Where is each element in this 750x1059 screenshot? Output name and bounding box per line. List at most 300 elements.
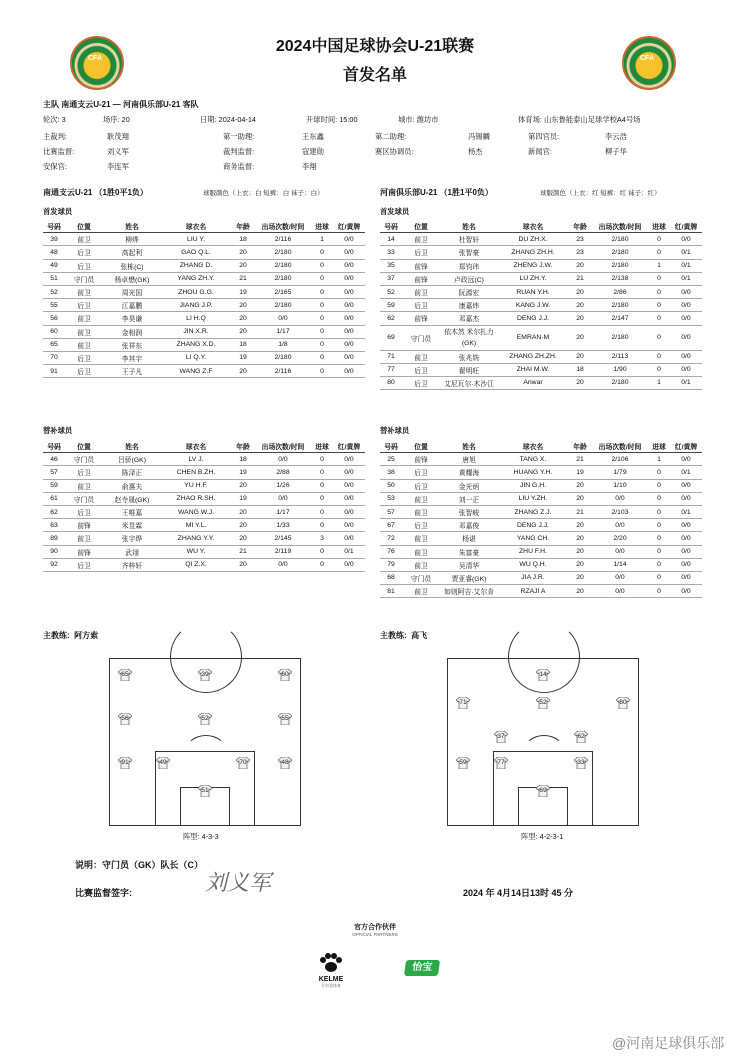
table-cell: 守门员 xyxy=(65,492,103,505)
table-cell: 0 xyxy=(311,545,333,558)
table-cell: MI Y.L. xyxy=(161,519,231,532)
table-cell: 0/0 xyxy=(333,299,365,312)
table-cell: 0/0 xyxy=(670,363,702,376)
table-header-row xyxy=(380,440,702,453)
table-cell: 49 xyxy=(43,259,65,272)
table-cell: 后卫 xyxy=(65,351,103,364)
table-cell: 前卫 xyxy=(402,545,440,558)
table-cell: 前卫 xyxy=(402,285,440,298)
table-cell: 20 xyxy=(231,312,255,325)
table-row xyxy=(43,519,365,532)
table-cell: 2/180 xyxy=(592,259,648,272)
table-cell: 俞惠夫 xyxy=(103,479,161,492)
table-cell: JIA J.R. xyxy=(498,571,568,584)
page-subtitle: 首发名单 xyxy=(342,67,407,84)
table-cell: 0/0 xyxy=(333,233,365,246)
table-cell: 18 xyxy=(568,363,592,376)
table-cell: LIU Y. xyxy=(161,233,231,246)
official-label: 赛区协调员: xyxy=(375,147,414,156)
table-row xyxy=(43,365,365,378)
official-label: 裁判监督: xyxy=(223,147,255,156)
table-cell: 0/0 xyxy=(333,505,365,518)
partner-title: 官方合作伙伴 xyxy=(354,924,396,931)
center-circle xyxy=(170,621,242,693)
column-header: 号码 xyxy=(380,440,402,453)
column-header: 姓名 xyxy=(440,440,498,453)
table-cell: 25 xyxy=(380,453,402,466)
official-value: 李连军 xyxy=(107,162,129,171)
table-cell: 39 xyxy=(43,233,65,246)
table-cell: 前卫 xyxy=(402,558,440,571)
table-cell: 1/26 xyxy=(255,479,311,492)
table-cell: 52 xyxy=(380,285,402,298)
table-cell: 20 xyxy=(568,519,592,532)
player-jersey xyxy=(574,731,588,743)
table-cell: 吴清华 xyxy=(440,558,498,571)
round-label: 轮次: xyxy=(43,115,60,124)
table-cell: 55 xyxy=(43,299,65,312)
away-formation-label: 阵型: xyxy=(521,832,538,841)
table-cell: 后卫 xyxy=(402,466,440,479)
kickoff-label: 开球时间: xyxy=(306,115,338,124)
column-header: 球衣名 xyxy=(498,440,568,453)
player-jersey xyxy=(536,697,550,709)
table-cell: 周光国 xyxy=(103,285,161,298)
player-jersey xyxy=(494,757,508,769)
table-cell: 72 xyxy=(380,532,402,545)
table-cell: 20 xyxy=(568,479,592,492)
table-row xyxy=(43,479,365,492)
table-cell: 2/180 xyxy=(255,259,311,272)
table-cell: ZHANG ZH.H. xyxy=(498,246,568,259)
table-cell: 20 xyxy=(568,299,592,312)
table-row xyxy=(380,492,702,505)
table-cell: 0 xyxy=(648,272,670,285)
table-row xyxy=(380,325,702,350)
table-cell: 0/0 xyxy=(670,479,702,492)
table-cell: 0/0 xyxy=(333,312,365,325)
table-cell: 0/0 xyxy=(333,246,365,259)
table-cell: 20 xyxy=(568,325,592,350)
table-row xyxy=(43,299,365,312)
player-jersey xyxy=(278,757,292,769)
table-cell: 0/0 xyxy=(592,585,648,598)
match-no-info xyxy=(103,115,130,125)
table-cell: 2/180 xyxy=(255,246,311,259)
player-jersey xyxy=(616,697,630,709)
table-cell: 65 xyxy=(43,338,65,351)
table-cell: 21 xyxy=(231,545,255,558)
table-cell: 21 xyxy=(231,272,255,285)
table-cell: 0/1 xyxy=(670,376,702,389)
jersey-number: 77 xyxy=(497,759,505,766)
table-cell: 前锋 xyxy=(65,519,103,532)
table-cell: 0/1 xyxy=(670,505,702,518)
jersey-number: 49 xyxy=(159,759,167,766)
table-cell: 张智豪 xyxy=(440,246,498,259)
table-row xyxy=(43,259,365,272)
table-header-row xyxy=(380,220,702,233)
date-label: 日期: xyxy=(200,115,217,124)
table-cell: 2/116 xyxy=(255,365,311,378)
table-cell: 张栋(C) xyxy=(103,259,161,272)
table-cell: JIN G.H. xyxy=(498,479,568,492)
official-value: 柳子华 xyxy=(605,147,627,156)
table-cell: 56 xyxy=(43,312,65,325)
table-row xyxy=(380,545,702,558)
table-cell: 0 xyxy=(311,272,333,285)
table-cell: 2/180 xyxy=(592,325,648,350)
table-cell: 守门员 xyxy=(402,571,440,584)
table-row xyxy=(43,312,365,325)
table-row xyxy=(380,466,702,479)
column-header: 位置 xyxy=(402,220,440,233)
table-cell: 前卫 xyxy=(65,285,103,298)
table-cell: 62 xyxy=(380,312,402,325)
home-starters-table xyxy=(43,220,365,378)
away-formation-value: 4-2-3-1 xyxy=(539,832,564,841)
page-title: 2024中国足球协会U-21联赛 xyxy=(275,38,475,55)
home-subs-label: 替补球员 xyxy=(43,426,73,435)
official-value: 王东鑫 xyxy=(302,132,324,141)
table-cell: RZAJI A xyxy=(498,585,568,598)
table-cell: 0/0 xyxy=(333,479,365,492)
table-cell: 0/0 xyxy=(592,519,648,532)
table-cell: JIN X.R. xyxy=(161,325,231,338)
table-cell: 0 xyxy=(648,363,670,376)
table-cell: 依木然 米尔扎力(GK) xyxy=(440,325,498,350)
table-cell: 前卫 xyxy=(402,350,440,363)
table-cell: 前卫 xyxy=(402,585,440,598)
table-cell: 67 xyxy=(380,519,402,532)
table-cell: 0/0 xyxy=(333,466,365,479)
table-cell: 2/20 xyxy=(592,532,648,545)
column-header: 年龄 xyxy=(231,220,255,233)
column-header: 年龄 xyxy=(568,440,592,453)
table-cell: 0/0 xyxy=(333,325,365,338)
table-cell: 20 xyxy=(231,246,255,259)
away-coach-label: 主教练: xyxy=(380,631,407,640)
table-cell: 后卫 xyxy=(402,376,440,389)
table-cell: 20 xyxy=(568,558,592,571)
table-row xyxy=(380,285,702,298)
table-cell: 19 xyxy=(568,466,592,479)
table-cell: ZHOU G.G. xyxy=(161,285,231,298)
away-starters-label: 首发球员 xyxy=(380,207,410,216)
column-header: 进球 xyxy=(648,220,670,233)
table-cell: GAO Q.L. xyxy=(161,246,231,259)
table-cell: 76 xyxy=(380,545,402,558)
column-header: 姓名 xyxy=(103,440,161,453)
table-cell: 0/0 xyxy=(670,558,702,571)
table-row xyxy=(43,233,365,246)
table-cell: 57 xyxy=(43,466,65,479)
table-cell: 1 xyxy=(648,453,670,466)
table-cell: Anwar xyxy=(498,376,568,389)
jersey-number: 62 xyxy=(577,733,585,740)
table-row xyxy=(380,259,702,272)
table-cell: 朱富豪 xyxy=(440,545,498,558)
table-cell: 92 xyxy=(43,558,65,571)
kelme-logo xyxy=(316,952,346,989)
table-cell: 0/1 xyxy=(670,246,702,259)
table-cell: 如则阿吉·艾尔肯 xyxy=(440,585,498,598)
table-cell: 0/0 xyxy=(592,545,648,558)
table-cell: 后卫 xyxy=(402,363,440,376)
table-cell: 51 xyxy=(43,272,65,285)
table-cell: 20 xyxy=(231,532,255,545)
table-cell: 江嘉鹏 xyxy=(103,299,161,312)
table-cell: 3 xyxy=(311,532,333,545)
table-cell: 前卫 xyxy=(402,233,440,246)
table-cell: 0 xyxy=(648,285,670,298)
table-cell: 张宇烨 xyxy=(103,532,161,545)
table-cell: 0/0 xyxy=(333,519,365,532)
table-cell: 0 xyxy=(311,479,333,492)
table-cell: 2/180 xyxy=(592,246,648,259)
table-cell: 后卫 xyxy=(402,246,440,259)
table-cell: 0/0 xyxy=(670,545,702,558)
table-row xyxy=(380,233,702,246)
column-header: 姓名 xyxy=(440,220,498,233)
column-header: 出场次数/时间 xyxy=(255,440,311,453)
table-cell: 0/0 xyxy=(255,558,311,571)
table-cell: LV J. xyxy=(161,453,231,466)
table-cell: 21 xyxy=(568,272,592,285)
player-jersey xyxy=(198,713,212,725)
player-jersey xyxy=(494,731,508,743)
table-cell: 前卫 xyxy=(402,532,440,545)
jersey-number: 14 xyxy=(539,671,547,678)
table-cell: 2/180 xyxy=(592,233,648,246)
table-cell: 20 xyxy=(231,325,255,338)
table-cell: 63 xyxy=(43,519,65,532)
table-cell: 0 xyxy=(648,479,670,492)
table-row xyxy=(380,350,702,363)
penalty-arc xyxy=(185,735,227,769)
table-cell: ZHU F.H. xyxy=(498,545,568,558)
sign-time: 2024 年 4月14日13时 45 分 xyxy=(463,888,574,898)
table-cell: 0/0 xyxy=(255,453,311,466)
home-formation-value: 4-3-3 xyxy=(201,832,219,841)
official-label: 安保官: xyxy=(43,162,67,171)
table-cell: 0/0 xyxy=(333,285,365,298)
official-label: 第一助理: xyxy=(223,132,255,141)
column-header: 球衣名 xyxy=(161,220,231,233)
table-cell: 46 xyxy=(43,453,65,466)
city-label: 城市: xyxy=(398,115,415,124)
kelme-text: KELME xyxy=(318,976,344,983)
table-cell: 王子凡 xyxy=(103,365,161,378)
player-jersey xyxy=(574,757,588,769)
player-jersey xyxy=(118,713,132,725)
table-cell: 0/0 xyxy=(255,492,311,505)
table-cell: 59 xyxy=(380,299,402,312)
table-cell: 0 xyxy=(648,466,670,479)
table-cell: 0 xyxy=(648,571,670,584)
home-formation-pitch xyxy=(109,658,301,826)
table-cell: 前锋 xyxy=(402,312,440,325)
official-label: 第四官员: xyxy=(528,132,560,141)
table-cell: 48 xyxy=(43,246,65,259)
home-coach-value: 阿方索 xyxy=(74,631,99,640)
match-no-label: 场序: xyxy=(103,115,120,124)
table-cell: 0/0 xyxy=(333,259,365,272)
home-coach xyxy=(43,630,98,641)
table-cell: 20 xyxy=(568,376,592,389)
table-cell: 康嘉炜 xyxy=(440,299,498,312)
table-cell: 黄耀海 xyxy=(440,466,498,479)
official-value: 李翔 xyxy=(302,162,317,171)
table-cell: 前卫 xyxy=(65,532,103,545)
table-cell: 2/119 xyxy=(255,545,311,558)
table-cell: 18 xyxy=(231,453,255,466)
round-info xyxy=(43,115,66,125)
table-cell: 20 xyxy=(231,519,255,532)
table-cell: 0 xyxy=(648,233,670,246)
table-cell: QI Z.X. xyxy=(161,558,231,571)
table-cell: 邓嘉杰 xyxy=(440,312,498,325)
table-cell: 金相润 xyxy=(103,325,161,338)
table-cell: 前锋 xyxy=(65,545,103,558)
table-cell: 0/1 xyxy=(670,272,702,285)
table-cell: ZHANG Y.Y. xyxy=(161,532,231,545)
table-cell: 81 xyxy=(380,585,402,598)
table-cell: 18 xyxy=(231,338,255,351)
jersey-number: 39 xyxy=(201,671,209,678)
column-header: 进球 xyxy=(311,440,333,453)
table-row xyxy=(380,558,702,571)
column-header: 位置 xyxy=(65,220,103,233)
away-kit: 球服颜色（上衣：红 短裤：红 袜子：红） xyxy=(540,190,661,197)
jersey-number: 55 xyxy=(281,715,289,722)
table-cell: 杜智轩 xyxy=(440,233,498,246)
table-cell: 52 xyxy=(43,285,65,298)
table-cell: 90 xyxy=(43,545,65,558)
legend-note: 说明：守门员（GK）队长（C） xyxy=(75,860,204,870)
official-value: 冯锡麟 xyxy=(468,132,490,141)
player-jersey xyxy=(536,669,550,681)
table-cell: 0/1 xyxy=(670,466,702,479)
table-row xyxy=(43,492,365,505)
table-cell: 艾尼瓦尔·木沙江 xyxy=(440,376,498,389)
table-row xyxy=(43,532,365,545)
table-cell: 前锋 xyxy=(402,453,440,466)
table-cell: 后卫 xyxy=(402,299,440,312)
city-value: 潍坊市 xyxy=(416,115,439,124)
column-header: 红/黄牌 xyxy=(670,440,702,453)
player-jersey xyxy=(278,669,292,681)
table-row xyxy=(43,338,365,351)
date-info xyxy=(200,115,256,125)
table-row xyxy=(43,558,365,571)
column-header: 红/黄牌 xyxy=(333,220,365,233)
table-cell: 20 xyxy=(568,532,592,545)
table-cell: 0/0 xyxy=(333,351,365,364)
column-header: 号码 xyxy=(43,440,65,453)
table-cell: ZHANG ZH.ZH. xyxy=(498,350,568,363)
table-cell: 0/0 xyxy=(670,519,702,532)
table-cell: 后卫 xyxy=(65,558,103,571)
table-row xyxy=(380,363,702,376)
table-cell: 19 xyxy=(231,466,255,479)
column-header: 红/黄牌 xyxy=(670,220,702,233)
player-jersey xyxy=(536,785,550,797)
column-header: 年龄 xyxy=(231,440,255,453)
column-header: 出场次数/时间 xyxy=(592,440,648,453)
jersey-number: 91 xyxy=(121,759,129,766)
table-cell: CHEN B.ZH. xyxy=(161,466,231,479)
table-row xyxy=(43,505,365,518)
table-cell: 1/33 xyxy=(255,519,311,532)
table-cell: RUAN Y.H. xyxy=(498,285,568,298)
table-cell: 后卫 xyxy=(65,365,103,378)
table-cell: 14 xyxy=(380,233,402,246)
table-cell: 1/17 xyxy=(255,505,311,518)
table-cell: 2/180 xyxy=(255,299,311,312)
table-cell: 前锋 xyxy=(402,259,440,272)
table-cell: 吕骄(GK) xyxy=(103,453,161,466)
table-cell: 米昱霖 xyxy=(103,519,161,532)
table-cell: 50 xyxy=(380,479,402,492)
table-row xyxy=(380,312,702,325)
table-cell: 2/180 xyxy=(592,299,648,312)
table-cell: 后卫 xyxy=(65,299,103,312)
column-header: 进球 xyxy=(311,220,333,233)
table-cell: DENG J.J. xyxy=(498,312,568,325)
column-header: 红/黄牌 xyxy=(333,440,365,453)
table-cell: 1 xyxy=(648,259,670,272)
official-value: 李云浩 xyxy=(605,132,627,141)
stadium-label: 体育场: xyxy=(518,115,542,124)
table-cell: 2/113 xyxy=(592,350,648,363)
table-cell: 0/0 xyxy=(333,453,365,466)
table-cell: 0/0 xyxy=(333,338,365,351)
table-cell: LIU Y.ZH. xyxy=(498,492,568,505)
table-cell: 王唯嘉 xyxy=(103,505,161,518)
table-row xyxy=(380,519,702,532)
table-cell: 20 xyxy=(231,479,255,492)
table-cell: 61 xyxy=(43,492,65,505)
table-cell: 0/1 xyxy=(670,259,702,272)
table-row xyxy=(43,351,365,364)
jersey-number: 52 xyxy=(201,715,209,722)
table-cell: 0/0 xyxy=(670,325,702,350)
table-cell: 0 xyxy=(311,338,333,351)
table-cell: 19 xyxy=(231,285,255,298)
column-header: 位置 xyxy=(65,440,103,453)
table-cell: 李其宇 xyxy=(103,351,161,364)
table-cell: WANG Z.F xyxy=(161,365,231,378)
table-cell: 卢政远(C) xyxy=(440,272,498,285)
table-cell: 柳烨 xyxy=(103,233,161,246)
column-header: 球衣名 xyxy=(498,220,568,233)
table-cell: 2/86 xyxy=(592,285,648,298)
table-cell: 20 xyxy=(568,571,592,584)
table-cell: 20 xyxy=(568,585,592,598)
table-cell: 19 xyxy=(231,351,255,364)
home-subs-table xyxy=(43,440,365,572)
table-cell: 0/0 xyxy=(670,350,702,363)
player-jersey xyxy=(118,669,132,681)
table-cell: 1/17 xyxy=(255,325,311,338)
table-row xyxy=(380,376,702,389)
table-cell: 0 xyxy=(311,453,333,466)
table-cell: 0/0 xyxy=(333,532,365,545)
column-header: 出场次数/时间 xyxy=(592,220,648,233)
table-cell: 张祥东 xyxy=(103,338,161,351)
table-cell: 1 xyxy=(311,233,333,246)
